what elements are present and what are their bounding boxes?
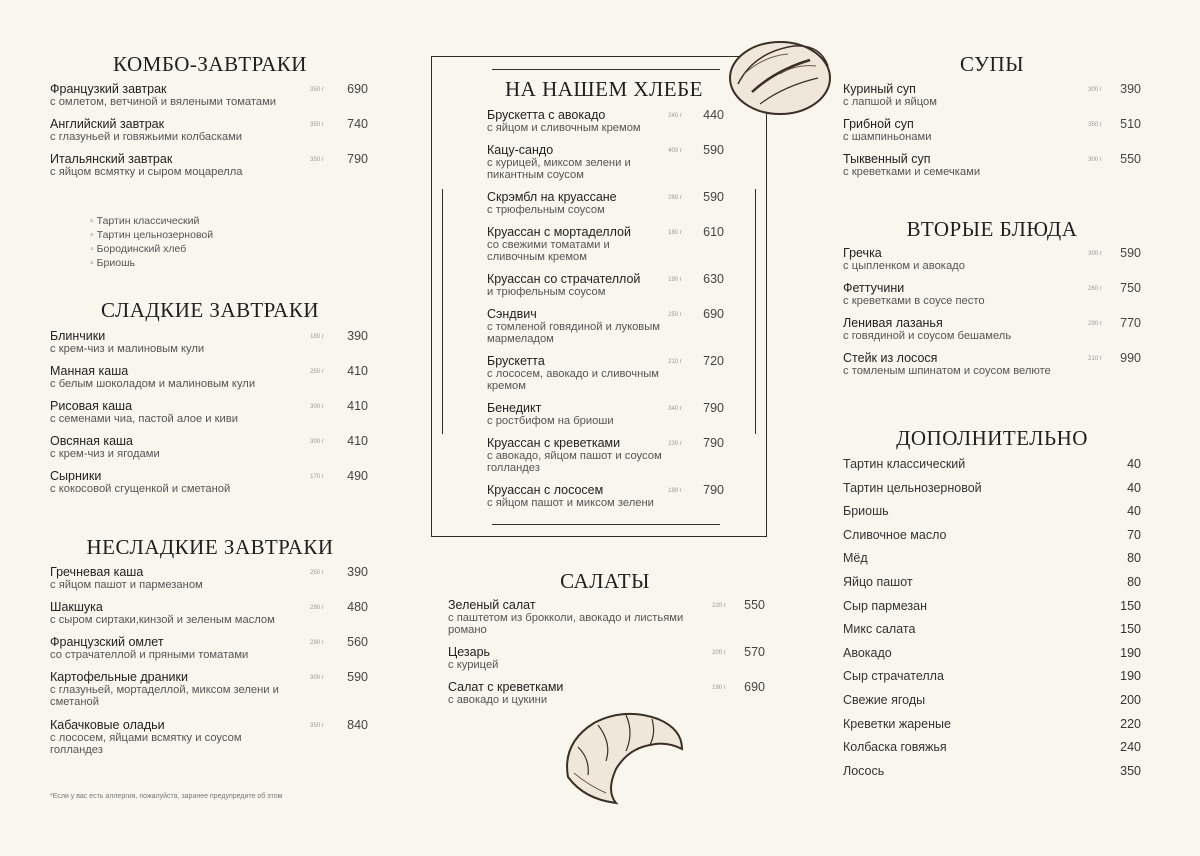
menu-item-description: с паштетом из брокколи, авокадо и листьями романо (448, 612, 684, 637)
bread-options-list (90, 214, 213, 270)
menu-item-price: 410 (347, 434, 368, 448)
extra-item (843, 504, 1141, 528)
menu-item-price: 740 (347, 117, 368, 131)
menu-item (50, 118, 368, 143)
menu-item-price: 690 (347, 82, 368, 96)
menu-item (50, 671, 368, 708)
menu-item-description: с креветками в соусе песто (843, 295, 985, 307)
menu-item-name: Английский завтрак (50, 117, 165, 131)
extra-item-price: 190 (1120, 645, 1141, 660)
menu-item-weight: 250 г (668, 312, 682, 318)
menu-item (843, 282, 1141, 307)
menu-item-description: с томленым шпинатом и соусом велюте (843, 365, 1051, 377)
menu-item-description: с креветками и семечками (843, 166, 981, 178)
menu-item-name: Манная каша (50, 364, 129, 378)
menu-item-price: 750 (1120, 281, 1141, 295)
menu-item-description: с курицей, миксом зелени и пикантным соусом (487, 157, 631, 182)
menu-item (843, 118, 1141, 143)
frame-line-bottom (492, 524, 720, 525)
menu-item (487, 308, 724, 345)
menu-item-description: со страчателлой и пряными томатами (50, 649, 249, 661)
menu-item-name: Гречка (843, 246, 882, 260)
menu-item-name: Итальянский завтрак (50, 152, 173, 166)
menu-item-weight: 340 г (668, 406, 682, 412)
menu-item-weight: 260 г (1088, 286, 1102, 292)
extra-item-price: 70 (1127, 527, 1141, 542)
menu-item-price: 990 (1120, 351, 1141, 365)
menu-item-price: 390 (347, 329, 368, 343)
extra-item (843, 622, 1141, 646)
menu-item-name: Шакшука (50, 600, 103, 614)
extra-item (843, 693, 1141, 717)
menu-item-price: 550 (1120, 152, 1141, 166)
menu-item-weight: 180 г (310, 334, 324, 340)
bread-option: ◦ Бриошь (90, 256, 213, 270)
menu-item-price: 610 (703, 225, 724, 239)
menu-item-price: 440 (703, 108, 724, 122)
menu-item (487, 109, 724, 134)
extra-item (843, 528, 1141, 552)
extra-item-price: 80 (1127, 551, 1141, 566)
extra-item (843, 740, 1141, 764)
menu-item-weight: 190 г (712, 685, 726, 691)
menu-item-name: Феттучини (843, 281, 905, 295)
menu-item-price: 790 (703, 401, 724, 415)
menu-item-weight: 210 г (668, 359, 682, 365)
menu-item-price: 390 (347, 565, 368, 579)
menu-item-price: 410 (347, 364, 368, 378)
extra-item-name: Авокадо (843, 645, 892, 660)
menu-item-description: с говядиной и соусом бешамель (843, 330, 1012, 342)
menu-item-weight: 300 г (310, 404, 324, 410)
menu-item-weight: 300 г (1088, 87, 1102, 93)
menu-item-price: 410 (347, 399, 368, 413)
menu-item-weight: 170 г (310, 474, 324, 480)
menu-item-description: с яйцом пашот и пармезаном (50, 579, 203, 591)
menu-item (50, 566, 368, 591)
menu-item (50, 400, 368, 425)
extra-item (843, 457, 1141, 481)
menu-item (487, 484, 724, 509)
menu-item-weight: 290 г (310, 640, 324, 646)
extra-item (843, 717, 1141, 741)
menu-item-price: 770 (1120, 316, 1141, 330)
extra-item-name: Бриошь (843, 504, 889, 519)
extra-item (843, 599, 1141, 623)
extra-item-price: 240 (1120, 740, 1141, 755)
extra-item (843, 646, 1141, 670)
frame-line-left (442, 189, 443, 434)
menu-item (487, 226, 724, 263)
menu-item-description: с яйцом и сливочным кремом (487, 122, 641, 134)
menu-item-name: Французкий завтрак (50, 82, 167, 96)
menu-item-price: 560 (347, 635, 368, 649)
menu-item-price: 790 (703, 436, 724, 450)
menu-item-weight: 300 г (1088, 251, 1102, 257)
menu-item (843, 247, 1141, 272)
menu-item-weight: 250 г (310, 369, 324, 375)
menu-item (50, 365, 368, 390)
menu-item-weight: 300 г (310, 439, 324, 445)
menu-item-weight: 240 г (668, 113, 682, 119)
menu-item-price: 590 (703, 143, 724, 157)
extra-item-name: Тартин цельнозерновой (843, 480, 982, 495)
menu-item (50, 83, 368, 108)
menu-item-description: с глазуньей, мортаделлой, миксом зелени и сметаной (50, 684, 279, 709)
bread-option: ◦ Тартин классический (90, 214, 213, 228)
extra-item-price: 190 (1120, 669, 1141, 684)
menu-item-name: Грибной суп (843, 117, 914, 131)
extra-item (843, 575, 1141, 599)
menu-item-price: 720 (703, 354, 724, 368)
menu-item-weight: 180 г (668, 230, 682, 236)
menu-item-name: Цезарь (448, 645, 491, 659)
menu-item-name: Бенедикт (487, 401, 542, 415)
extra-item (843, 481, 1141, 505)
menu-item (487, 402, 724, 427)
menu-item-name: Рисовая каша (50, 399, 133, 413)
menu-item-description: с ростбифом на бриоши (487, 415, 614, 427)
extra-item (843, 551, 1141, 575)
extras-list (843, 457, 1141, 787)
menu-item-description: с лососем, яйцами всмятку и соусом голландез (50, 732, 242, 757)
menu-item-description: с семенами чиа, пастой алое и киви (50, 413, 238, 425)
menu-item (843, 317, 1141, 342)
menu-item (843, 153, 1141, 178)
menu-item-name: Круассан с лососем (487, 483, 604, 497)
extra-item-price: 40 (1127, 457, 1141, 471)
soups-title: СУПЫ (959, 52, 1025, 76)
menu-item (448, 646, 765, 671)
menu-item-description: с глазуньей и говяжьими колбасками (50, 131, 243, 143)
menu-item-weight: 210 г (1088, 356, 1102, 362)
menu-item-description: с яйцом всмятку и сыром моцарелла (50, 166, 243, 178)
menu-item-price: 690 (703, 307, 724, 321)
menu-item-weight: 350 г (1088, 122, 1102, 128)
menu-item-name: Круассан со страчателлой (487, 272, 641, 286)
extra-item-price: 220 (1120, 716, 1141, 731)
croissant-illustration (554, 703, 688, 809)
menu-item-weight: 350 г (310, 87, 324, 93)
menu-item-description: с сыром сиртаки,кинзой и зеленым маслом (50, 614, 275, 626)
menu-item (843, 352, 1141, 377)
extra-item-price: 150 (1120, 622, 1141, 637)
extra-item-name: Сливочное масло (843, 527, 947, 542)
extra-item-price: 350 (1120, 763, 1141, 778)
extra-item-name: Лосось (843, 763, 885, 778)
menu-item-price: 490 (347, 469, 368, 483)
menu-item-name: Сэндвич (487, 307, 537, 321)
extra-item-price: 40 (1127, 504, 1141, 519)
menu-item-name: Зеленый салат (448, 598, 536, 612)
menu-item-description: со свежими томатами и сливочным кремом (487, 239, 610, 264)
menu-item-name: Брускетта (487, 354, 545, 368)
menu-item-name: Кабачковые оладьи (50, 718, 165, 732)
menu-item-description: с трюфельным соусом (487, 204, 605, 216)
menu-item-weight: 280 г (310, 605, 324, 611)
menu-item (843, 83, 1141, 108)
frame-line-top (492, 69, 720, 70)
menu-item-name: Ленивая лазанья (843, 316, 943, 330)
menu-item-description: с курицей (448, 659, 499, 671)
menu-item-name: Салат с креветками (448, 680, 564, 694)
extra-item-price: 80 (1127, 574, 1141, 589)
menu-item-name: Гречневая каша (50, 565, 144, 579)
menu-item-name: Круассан с креветками (487, 436, 621, 450)
menu-item-price: 480 (347, 600, 368, 614)
menu-item-price: 590 (703, 190, 724, 204)
menu-item-description: с яйцом пашот и миксом зелени (487, 497, 654, 509)
menu-item-description: с омлетом, ветчиной и вялеными томатами (50, 96, 277, 108)
extra-item-price: 40 (1127, 480, 1141, 495)
menu-item-weight: 400 г (668, 148, 682, 154)
menu-item-weight: 190 г (668, 277, 682, 283)
menu-item-name: Скрэмбл на круассане (487, 190, 617, 204)
bread-option: ◦ Тартин цельнозерновой (90, 228, 213, 242)
sweet-title: СЛАДКИЕ ЗАВТРАКИ (100, 298, 320, 322)
menu-item-name: Кацу-сандо (487, 143, 554, 157)
menu-item-weight: 220 г (712, 603, 726, 609)
menu-item (50, 470, 368, 495)
menu-item-name: Куриный суп (843, 82, 916, 96)
menu-item-price: 550 (744, 598, 765, 612)
menu-item-weight: 190 г (668, 488, 682, 494)
menu-item-weight: 250 г (310, 570, 324, 576)
extra-item-name: Свежие ягоды (843, 692, 926, 707)
menu-item-name: Тыквенный суп (843, 152, 931, 166)
menu-item-description: с кокосовой сгущенкой и сметаной (50, 483, 231, 495)
menu-item-price: 590 (347, 670, 368, 684)
bread-option: ◦ Бородинский хлеб (90, 242, 213, 256)
menu-item-price: 690 (744, 680, 765, 694)
extra-item-name: Яйцо пашот (843, 574, 913, 589)
extras-title: ДОПОЛНИТЕЛЬНО (896, 426, 1088, 450)
menu-item-weight: 300 г (1088, 157, 1102, 163)
menu-item-name: Французский омлет (50, 635, 164, 649)
salads-title: САЛАТЫ (560, 569, 650, 593)
menu-item-description: с белым шоколадом и малиновым кули (50, 378, 256, 390)
menu-item (50, 435, 368, 460)
menu-item-description: с лапшой и яйцом (843, 96, 937, 108)
menu-item-weight: 300 г (310, 675, 324, 681)
extra-item (843, 669, 1141, 693)
menu-item-price: 510 (1120, 117, 1141, 131)
menu-item-name: Картофельные драники (50, 670, 188, 684)
frame-line-right (755, 189, 756, 434)
menu-item-name: Овсяная каша (50, 434, 134, 448)
menu-item-description: с крем-чиз и малиновым кули (50, 343, 205, 355)
menu-item (487, 144, 724, 181)
menu-item-weight: 200 г (712, 650, 726, 656)
extra-item-name: Тартин классический (843, 457, 966, 471)
menu-item-weight: 260 г (668, 195, 682, 201)
menu-item (50, 153, 368, 178)
menu-item (487, 437, 724, 474)
extra-item (843, 764, 1141, 788)
menu-item-price: 630 (703, 272, 724, 286)
menu-item-weight: 290 г (1088, 321, 1102, 327)
menu-item (487, 355, 724, 392)
menu-item (50, 330, 368, 355)
mains-title: ВТОРЫЕ БЛЮДА (906, 217, 1078, 241)
menu-item-name: Стейк из лосося (843, 351, 938, 365)
menu-item (487, 273, 724, 298)
menu-item-name: Брускетта с авокадо (487, 108, 606, 122)
extra-item-name: Микс салата (843, 622, 916, 637)
extra-item-name: Сыр пармезан (843, 598, 927, 613)
combo-title: КОМБО-ЗАВТРАКИ (113, 52, 307, 76)
menu-item-weight: 230 г (668, 441, 682, 447)
menu-item-price: 840 (347, 718, 368, 732)
menu-item (448, 599, 765, 636)
allergy-footnote: *Если у вас есть аллергия, пожалуйста, заранее предупредите об этом (50, 793, 283, 800)
extra-item-name: Креветки жареные (843, 716, 951, 731)
menu-item (487, 191, 724, 216)
menu-item-description: с цыпленком и авокадо (843, 260, 965, 272)
menu-item-name: Сырники (50, 469, 102, 483)
menu-item-description: с томленой говядиной и луковым мармеладом (487, 321, 660, 346)
menu-item-price: 390 (1120, 82, 1141, 96)
menu-item-weight: 350 г (310, 122, 324, 128)
menu-item (50, 601, 368, 626)
menu-item-price: 570 (744, 645, 765, 659)
menu-item (50, 636, 368, 661)
menu-item-price: 590 (1120, 246, 1141, 260)
extra-item-price: 200 (1120, 692, 1141, 707)
menu-item-description: с крем-чиз и ягодами (50, 448, 160, 460)
bread-title: НА НАШЕМ ХЛЕБЕ (505, 77, 703, 101)
menu-item-name: Круассан с мортаделлой (487, 225, 631, 239)
menu-item-weight: 350 г (310, 723, 324, 729)
menu-item-description: с лососем, авокадо и сливочным кремом (487, 368, 659, 393)
menu-item-description: с авокадо и цукини (448, 694, 548, 706)
extra-item-name: Мёд (843, 551, 868, 566)
menu-item-price: 790 (703, 483, 724, 497)
menu-item-description: и трюфельным соусом (487, 286, 606, 298)
extra-item-name: Сыр страчателла (843, 669, 944, 684)
menu-item-name: Блинчики (50, 329, 106, 343)
bread-loaf-illustration (724, 34, 836, 118)
menu-item-weight: 350 г (310, 157, 324, 163)
menu-item-description: с шампиньонами (843, 131, 932, 143)
menu-item-description: с авокадо, яйцом пашот и соусом голландез (487, 450, 662, 475)
savory-title: НЕСЛАДКИЕ ЗАВТРАКИ (86, 535, 334, 559)
extra-item-price: 150 (1120, 598, 1141, 613)
extra-item-name: Колбаска говяжья (843, 740, 947, 755)
menu-item-price: 790 (347, 152, 368, 166)
menu-item (50, 719, 368, 756)
